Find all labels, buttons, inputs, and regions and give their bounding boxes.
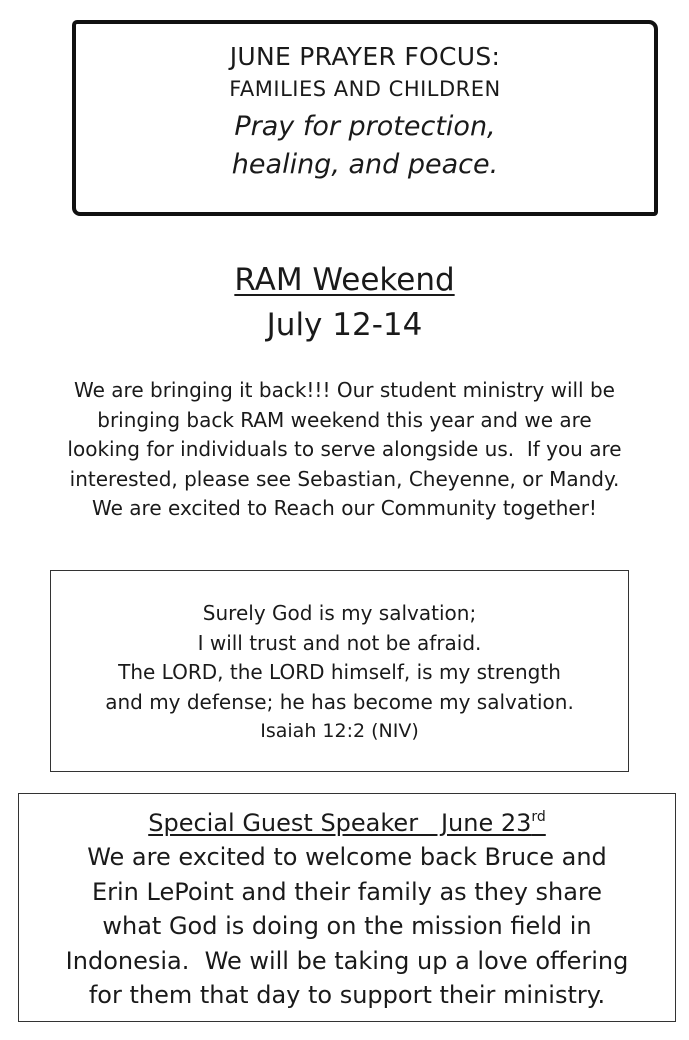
ram-body-line: interested, please see Sebastian, Cheyenne, or Mandy. (69, 466, 620, 491)
ram-weekend-dates: July 12-14 (266, 307, 423, 343)
speaker-body-line: Indonesia. We will be taking up a love offering (65, 946, 629, 975)
guest-speaker-body (19, 840, 675, 1013)
speaker-body-line: Erin LePoint and their family as they share (91, 877, 603, 906)
speaker-body-line: We are excited to welcome back Bruce and (87, 843, 607, 871)
ram-body-line: We are bringing it back!!! Our student ministry will be (74, 378, 615, 402)
verse-line: Surely God is my salvation; (202, 601, 477, 625)
guest-speaker-title-text: Special Guest Speaker June 23 (148, 809, 532, 837)
prayer-focus-line-2: healing, and peace. (231, 149, 499, 180)
guest-speaker-box (18, 793, 676, 1022)
speaker-body-line: what God is doing on the mission field in (102, 912, 592, 940)
verse-line: I will trust and not be afraid. (197, 630, 482, 655)
guest-speaker-title (19, 800, 675, 840)
scripture-verse-box (50, 570, 629, 772)
prayer-focus-line-1: Pray for protection, (234, 111, 496, 142)
ram-body-line: We are excited to Reach our Community together! (92, 496, 597, 520)
guest-speaker-title-suffix: rd (531, 809, 546, 825)
verse-line: The LORD, the LORD himself, is my strength (118, 660, 561, 684)
ram-body-line: bringing back RAM weekend this year and we are (97, 407, 592, 432)
verse-reference: Isaiah 12:2 (NIV) (260, 720, 419, 742)
verse-line: and my defense; he has become my salvation. (105, 689, 574, 714)
prayer-focus-subheading: FAMILIES AND CHILDREN (229, 77, 501, 101)
prayer-focus-heading: JUNE PRAYER FOCUS: (229, 42, 501, 71)
ram-weekend-title (0, 258, 689, 302)
ram-body-line: looking for individuals to serve alongside us. If you are (67, 437, 622, 461)
prayer-focus-box (72, 20, 658, 216)
ram-weekend-title-text: RAM Weekend (234, 262, 455, 298)
speaker-body-line: for them that day to support their ministry. (88, 981, 606, 1009)
ram-weekend-body (18, 376, 671, 524)
